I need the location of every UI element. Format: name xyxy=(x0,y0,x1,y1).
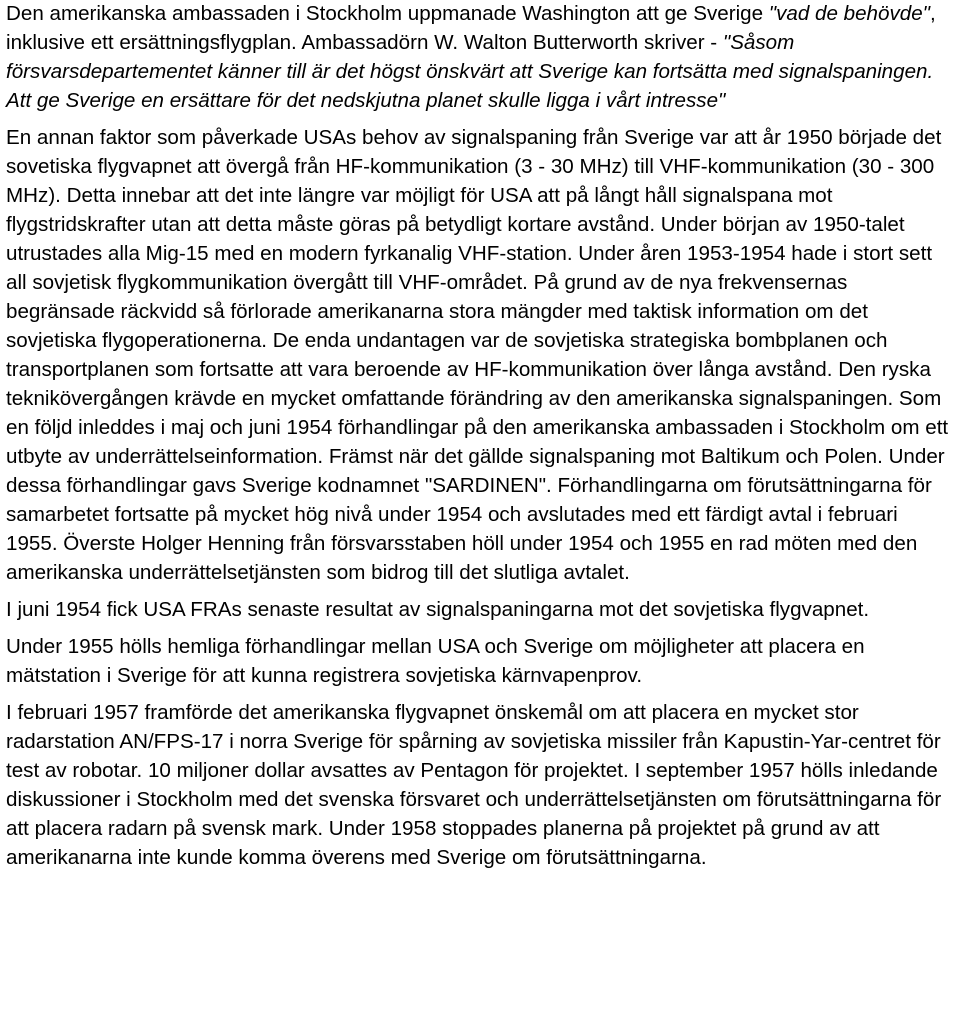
intro-quote-2: "Såsom försvarsdepartementet känner till är det högst önskvärt att Sverige kan fortsätta med signalspaningen. Att ge Sverige en ersättare för det nedskjutna planet skulle ligga i vårt intresse" xyxy=(6,31,934,112)
paragraph-radar-station: I februari 1957 framförde det amerikanska flygvapnet önskemål om att placera en mycket stor radarstation AN/FPS-17 i norra Sverige för spårning av sovjetiska missiler från Kapustin-Yar-centret för test av robotar. 10 miljoner dollar avsattes av Pentagon för projektet. I september 1957 hölls inledande diskussioner i Stockholm med det svenska försvaret och underrättelsetjänsten om förutsättningarna för att placera radarn på svensk mark. Under 1958 stoppades planerna på projektet på grund av att amerikanarna inte kunde komma överens med Sverige om förutsättningarna. xyxy=(6,701,942,869)
intro-text: Den amerikanska ambassaden i Stockholm uppmanade Washington att ge Sverige xyxy=(6,2,769,25)
intro-paragraph xyxy=(6,0,954,115)
paragraph-signal-intelligence: En annan faktor som påverkade USAs behov av signalspaning från Sverige var att år 1950 började det sovetiska flygvapnet att övergå från HF-kommunikation (3 - 30 MHz) till VHF-kommunikation (30 - 300 MHz). Detta innebar att det inte längre var möjligt för USA att på långt håll signalspana mot flygstridskrafter utan att detta måste göras på betydligt kortare avstånd. Under början av 1950-talet utrustades alla Mig-15 med en modern fyrkanalig VHF-station. Under åren 1953-1954 hade i stort sett all sovjetisk flygkommunikation övergått till VHF-området. På grund av de nya frekvensernas begränsade räckvidd så förlorade amerikanarna stora mängder med taktisk information om det sovjetiska flygoperationerna. De enda undantagen var de sovjetiska strategiska bombplanen och transportplanen som fortsatte att vara beroende av HF-kommunikation över långa avstånd. Den ryska teknikövergången krävde en mycket omfattande förändring av den amerikanska signalspaningen. Som en följd inleddes i maj och juni 1954 förhandlingar på den amerikanska ambassaden i Stockholm om ett utbyte av underrättelseinformation. Främst när det gällde signalspaning mot Baltikum och Polen. Under dessa förhandlingar gavs Sverige kodnamnet "SARDINEN". Förhandlingarna om förutsättningarna för samarbetet fortsatte på mycket hög nivå under 1954 och avslutades med ett färdigt avtal i februari 1955. Överste Holger Henning från försvarsstaben höll under 1954 och 1955 en rad möten med den amerikanska underrättelsetjänsten som bidrog till det slutliga avtalet. xyxy=(6,126,949,584)
intro-quote-1: "vad de behövde" xyxy=(768,2,930,25)
intro-text-2: , inklusive ett ersättningsflygplan. Ambassadörn W. Walton Butterworth skriver - xyxy=(6,2,936,54)
paragraph-fra-results: I juni 1954 fick USA FRAs senaste resultat av signalspaningarna mot det sovjetiska flygvapnet. xyxy=(6,598,870,621)
paragraph-measurement-station: Under 1955 hölls hemliga förhandlingar mellan USA och Sverige om möjligheter att placera en mätstation i Sverige för att kunna registrera sovjetiska kärnvapenprov. xyxy=(6,635,865,687)
